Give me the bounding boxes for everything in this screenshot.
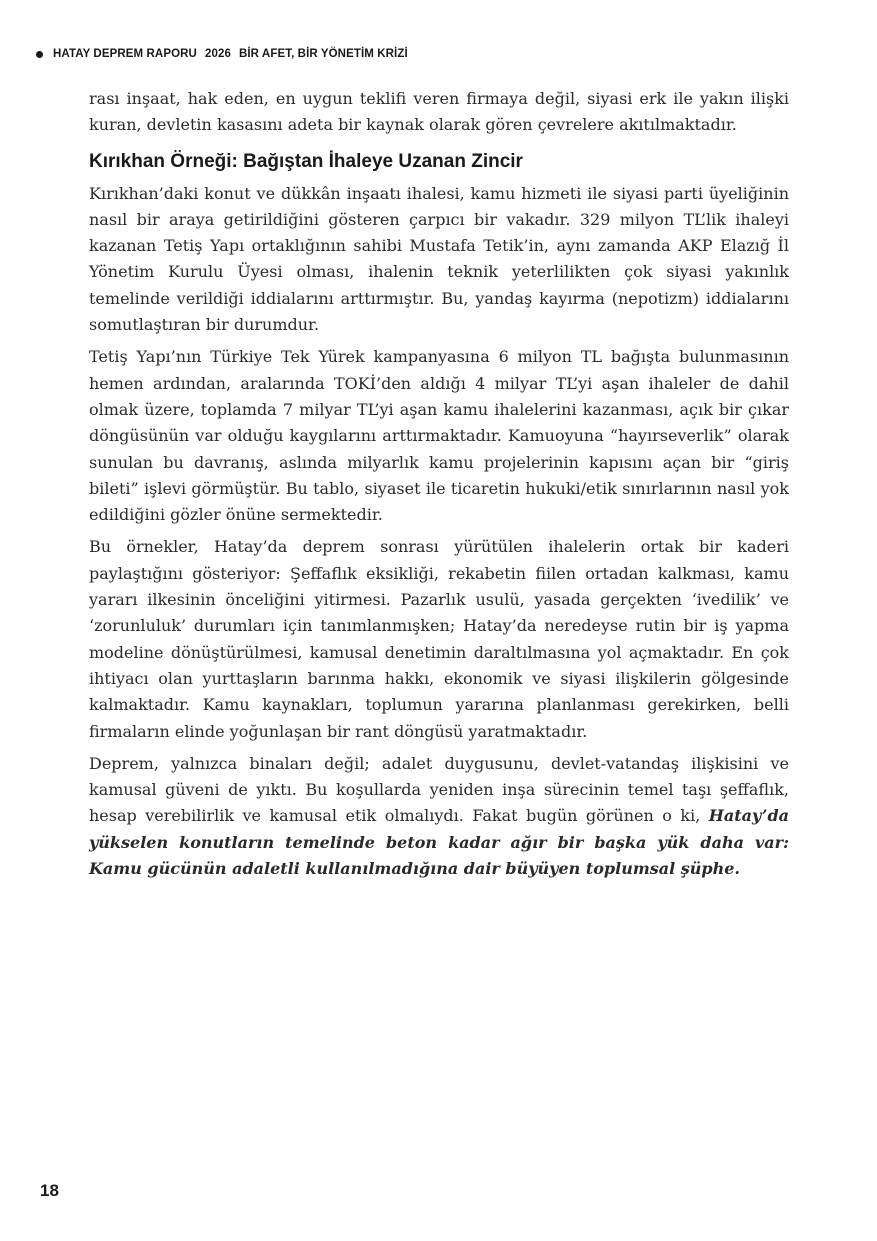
paragraph-4-emphasis: Hatay’da yükselen konutların temelinde beton kadar ağır bir başka yük daha var: Kamu gücünün adaletli kullanılmadığına dair büyüyen toplumsal şüphe.: [89, 806, 789, 879]
intro-paragraph: rası inşaat, hak eden, en uygun teklifi veren firmaya değil, siyasi erk ile yakın ilişki kuran, devletin kasasını adeta bir kaynak olarak gören çevrelere akıtılmaktadır.: [89, 89, 789, 135]
paragraph-2: Tetiş Yapı’nın Türkiye Tek Yürek kampanyasına 6 milyon TL bağışta bulunmasının hemen ardından, aralarında TOKİ’den aldığı 4 milyar TL’yi aşan ihaleler de dahil olmak üzere, toplamda 7 milyar TL’yi aşan kamu ihalelerini kazanması, açık bir çıkar döngüsünün var olduğu kaygılarını arttırmaktadır. Kamuoyuna “hayırseverlik” olarak sunulan bu davranış, aslında milyarlık kamu projelerinin kapısını açan bir “giriş bileti” işlevi görmüştür. Bu tablo, siyaset ile ticaretin hukuki/etik sınırlarının nasıl yok edildiğini gözler önüne sermektedir.: [89, 347, 789, 525]
paragraph-4-text: Deprem, yalnızca binaları değil; adalet duygusunu, devlet-vatandaş ilişkisini ve kamusal güveni de yıktı. Bu koşullarda yeniden inşa sürecinin temel taşı şeffaflık, hesap verebilirlik ve kamusal etik olmalıydı. Fakat bugün görünen o ki,: [89, 753, 789, 826]
header-report-title: HATAY DEPREM RAPORU: [53, 48, 197, 60]
paragraph-3: Bu örnekler, Hatay’da deprem sonrası yürütülen ihalelerin ortak bir kaderi paylaştığını gösteriyor: Şeffaflık eksikliği, rekabetin fiilen ortadan kalkması, kamu yararı ilkesinin önceliğini yitirmesi. Pazarlık usulü, yasada gerçekten ‘ivedilik’ ve ‘zorunluluk’ durumları için tanımlanmışken; Hatay’da neredeyse rutin bir iş yapma modeline dönüştürülmesi, kamusal denetimin daraltılmasına yol açmaktadır. En çok ihtiyacı olan yurttaşların barınma hakkı, ekonomik ve siyasi ilişkilerin gölgesinde kalmaktadır. Kamu kaynakları, toplumun yararına planlanması gerekirken, belli firmaların elinde yoğunlaşan bir rant döngüsü yaratmaktadır.: [89, 537, 789, 741]
section-heading: Kırıkhan Örneği: Bağıştan İhaleye Uzanan Zincir: [89, 150, 523, 172]
main-content: [89, 86, 789, 888]
header-year: 2026: [204, 48, 231, 60]
paragraph-1: Kırıkhan’daki konut ve dükkân inşaatı ihalesi, kamu hizmeti ile siyasi parti üyeliğinin nasıl bir araya getirildiğini gösteren çarpıcı bir vakadır. 329 milyon TL’lik ihaleyi kazanan Tetiş Yapı ortaklığının sahibi Mustafa Tetik’in, aynı zamanda AKP Elazığ İl Yönetim Kurulu Üyesi olması, ihalenin teknik yeterlilikten çok siyasi yakınlık temelinde verildiği iddialarını arttırmıştır. Bu, yandaş kayırma (nepotizm) iddialarını somutlaştıran bir durumdur.: [89, 183, 789, 335]
paragraph-4: [89, 751, 789, 882]
bullet-icon: [36, 51, 43, 58]
header-subtitle: BİR AFET, BİR YÖNETİM KRİZİ: [238, 48, 408, 60]
page-number: 18: [40, 1181, 59, 1200]
running-header: [36, 44, 408, 64]
